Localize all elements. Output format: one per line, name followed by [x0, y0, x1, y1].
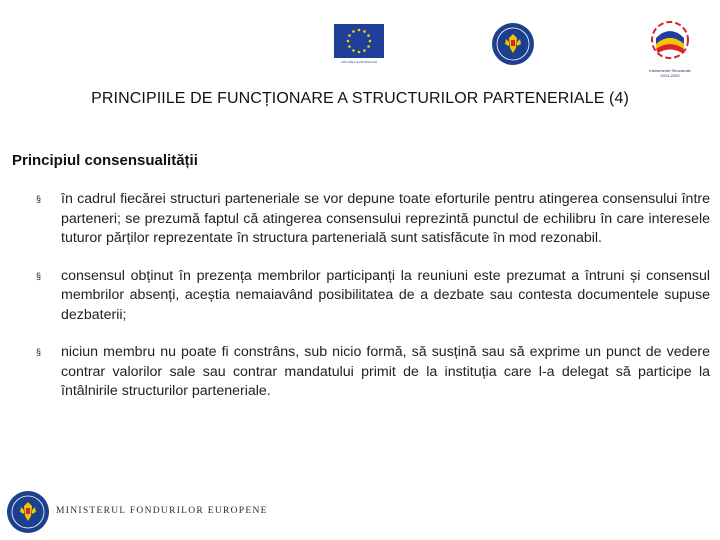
eu-star-icon — [352, 30, 355, 33]
eu-star-icon — [363, 49, 366, 52]
government-logo — [491, 22, 535, 66]
bullet-marker-icon: § — [36, 347, 42, 357]
eu-star-icon — [369, 40, 372, 43]
is-logo-caption-line1: Instrumente Structurale — [649, 68, 691, 73]
bullet-text: niciun membru nu poate fi constrâns, sub nicio formă, să susțină sau să exprime un punct de vedere contrar valorilor sale sau contrar mandatului primit de la instituția care l-a delegat să participe la întâlnirile structurilor parteneriale. — [61, 344, 710, 399]
government-seal-icon — [491, 22, 535, 66]
slide-title: PRINCIPIILE DE FUNCȚIONARE A STRUCTURILOR PARTENERIALE (4) — [91, 90, 629, 107]
ministry-logo — [6, 490, 50, 534]
bullet-item — [36, 267, 710, 326]
ministry-seal-icon — [6, 490, 50, 534]
bullet-item — [36, 190, 710, 249]
eu-star-icon — [363, 30, 366, 33]
eu-star-icon — [348, 34, 351, 37]
eu-logo-caption: UNIUNEA EUROPEANĂ — [340, 60, 378, 64]
is-logo-caption-line2: 2014-2020 — [660, 73, 680, 78]
bullet-marker-icon: § — [36, 194, 42, 204]
header-logos — [0, 0, 720, 80]
bullet-marker-icon: § — [36, 270, 42, 281]
eu-star-icon — [348, 45, 351, 48]
slide-subtitle: Principiul consensualității — [12, 152, 198, 169]
eu-star-icon — [358, 29, 361, 32]
bullet-text: consensul obținut în prezența membrilor participanți la reuniuni este prezumat a întruni și consensul membrilor absenți, aceștia nemaiavând posibilitatea de a dezbate sau contesta documentele supuse dezbaterii; — [61, 267, 710, 323]
bullet-item — [36, 343, 710, 402]
eu-star-icon — [347, 40, 350, 43]
ministry-name: MINISTERUL FONDURILOR EUROPENE — [56, 506, 268, 516]
eu-star-icon — [367, 45, 370, 48]
bullet-list — [36, 190, 710, 420]
eu-star-icon — [352, 49, 355, 52]
eu-logo — [334, 24, 384, 64]
eu-star-icon — [358, 51, 361, 54]
eu-star-icon — [367, 34, 370, 37]
structural-instruments-icon — [640, 18, 700, 62]
bullet-text: în cadrul fiecărei structuri parteneriale se vor depune toate eforturile pentru atingerea consensului între parteneri; se prezumă faptul că atingerea consensului reprezintă punctul de echilibru în care interesele tuturor părților reprezentate în structura partenerială sunt satisfăcute în mod rezonabil. — [61, 191, 710, 246]
eu-flag-icon — [334, 24, 384, 58]
structural-instruments-logo — [640, 18, 700, 76]
